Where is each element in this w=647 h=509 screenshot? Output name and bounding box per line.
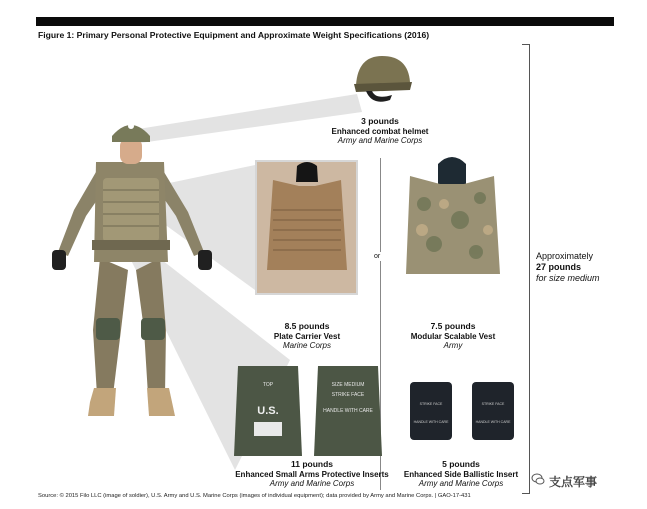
helmet-name: Enhanced combat helmet xyxy=(331,126,429,136)
total-bracket xyxy=(522,44,530,494)
scalable-vest-image xyxy=(400,154,505,294)
watermark-text: 支点军事 xyxy=(549,475,598,489)
front-plates-weight: 11 pounds xyxy=(290,459,334,469)
figure-title: Figure 1: Primary Personal Protective Equipment and Approximate Weight Specifications (2016) xyxy=(38,30,430,40)
scalable-vest-services: Army xyxy=(443,341,463,350)
source-note: Source: © 2015 Filo LLC (image of soldier), U.S. Army and U.S. Marine Corps (images of individual equipment); data provided by Army and Marine Corps. | GAO-17-431 xyxy=(38,493,471,499)
plate-carrier-label xyxy=(257,322,357,351)
plate-carrier-name: Plate Carrier Vest xyxy=(273,331,341,341)
side-plate2-line2: HANDLE WITH CARE xyxy=(475,420,511,424)
helmet-services: Army and Marine Corps xyxy=(337,136,423,145)
plate1-top-text: TOP xyxy=(262,382,274,388)
front-plates-name: Enhanced Small Arms Protective Inserts xyxy=(235,469,389,479)
plate1-label-text: U.S. xyxy=(257,405,279,417)
total-line1: Approximately xyxy=(536,251,594,261)
side-plates-image xyxy=(404,378,524,444)
plate2-line2-text: STRIKE FACE xyxy=(331,392,365,398)
scalable-vest-weight: 7.5 pounds xyxy=(430,321,476,331)
side-plate2-line1: STRIKE FACE xyxy=(481,402,505,406)
front-plates-label xyxy=(222,460,402,489)
total-weight-callout xyxy=(536,251,600,284)
side-plate1-line1: STRIKE FACE xyxy=(419,402,443,406)
front-plates-services: Army and Marine Corps xyxy=(269,479,355,488)
plate2-line3-text: HANDLE WITH CARE xyxy=(323,408,373,414)
plate-carrier-services: Marine Corps xyxy=(282,341,331,350)
front-plates-image xyxy=(230,366,390,456)
side-plates-name: Enhanced Side Ballistic Insert xyxy=(403,469,519,479)
side-plate1-line2: HANDLE WITH CARE xyxy=(413,420,449,424)
side-plates-services: Army and Marine Corps xyxy=(418,479,504,488)
helmet-weight: 3 pounds xyxy=(361,116,399,126)
total-line2: 27 pounds xyxy=(536,262,582,272)
helmet-label xyxy=(320,117,440,146)
wechat-icon xyxy=(531,472,545,486)
helmet-image xyxy=(348,52,418,107)
plate2-line1-text: SIZE MEDIUM xyxy=(331,382,365,388)
scalable-vest-label xyxy=(398,322,508,351)
scalable-vest-name: Modular Scalable Vest xyxy=(410,331,496,341)
plate-carrier-weight: 8.5 pounds xyxy=(284,321,330,331)
plate-carrier-image xyxy=(255,160,358,295)
side-plates-weight: 5 pounds xyxy=(442,459,480,469)
total-line3: for size medium xyxy=(536,273,600,283)
or-label: or xyxy=(374,253,381,260)
side-plates-label xyxy=(400,460,522,489)
